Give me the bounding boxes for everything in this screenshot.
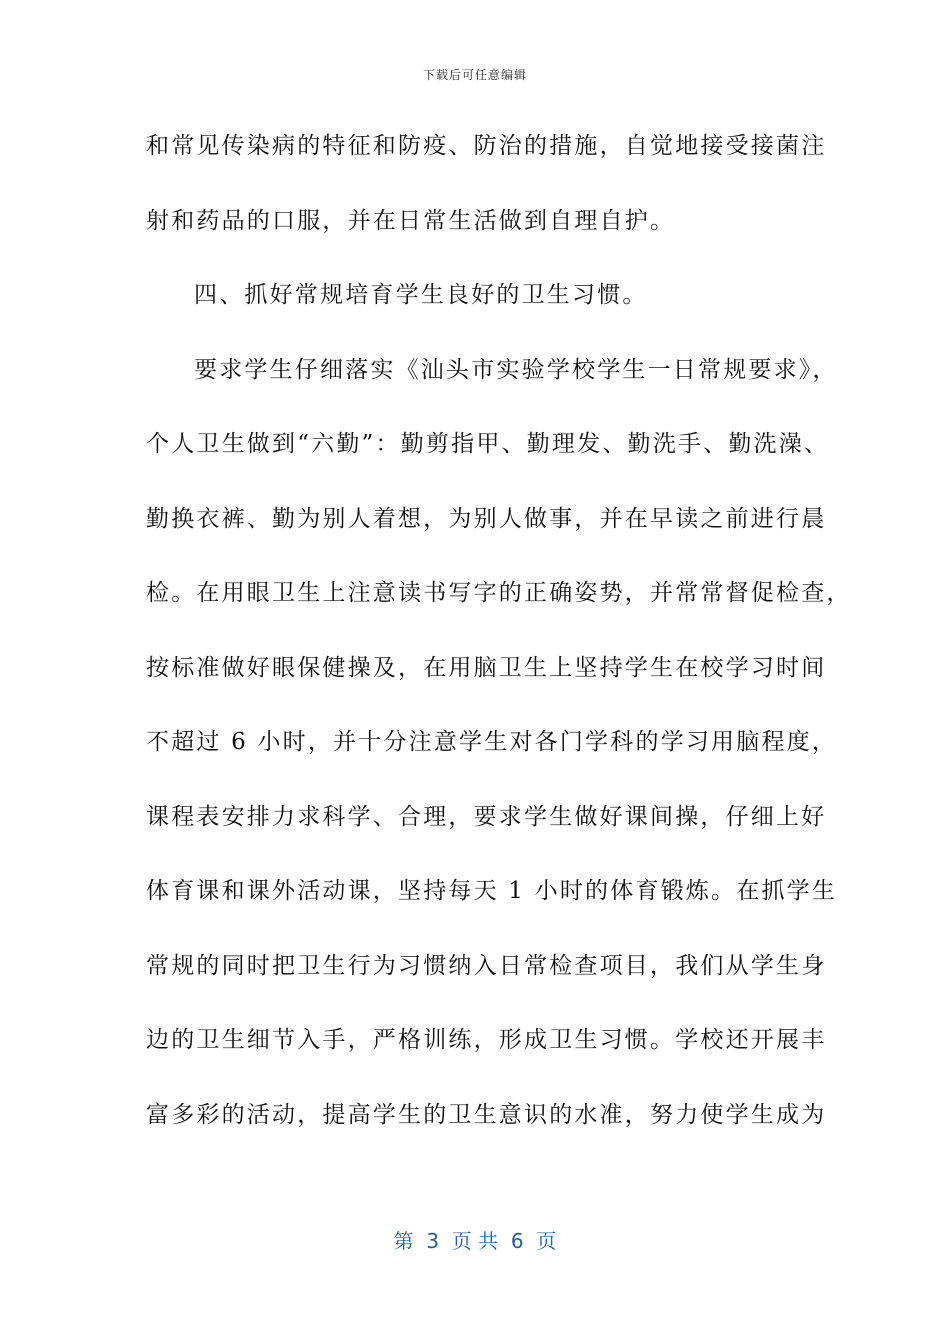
text-line: 检。在用眼卫生上注意读书写字的正确姿势，并常常督促检查，: [146, 580, 852, 606]
text-line: 富多彩的活动，提高学生的卫生意识的水准，努力使学生成为: [146, 1101, 827, 1128]
section-heading: 四、抓好常规培育学生良好的卫生习惯。: [194, 282, 648, 308]
page-header: 下载后可任意编辑: [422, 68, 527, 82]
text-line: 体育课和课外活动课，坚持每天 1 小时的体育锻炼。在抓学生: [146, 878, 838, 904]
text-line: 勤换衣裤、勤为别人着想，为别人做事，并在早读之前进行晨: [146, 505, 827, 532]
text-line: 要求学生仔细落实《汕头市实验学校学生一日常规要求》，: [194, 356, 838, 383]
text-line: 按标准做好眼保健操及，在用脑卫生上坚持学生在校学习时间: [146, 654, 827, 681]
text-line: 不超过 6 小时，并十分注意学生对各门学科的学习用脑程度，: [146, 729, 838, 755]
text-line: 常规的同时把卫生行为习惯纳入日常检查项目，我们从学生身: [146, 952, 827, 979]
text-line: 射和药品的口服，并在日常生活做到自理自护。: [146, 207, 676, 234]
page-number-footer: 第 3 页 共 6 页: [393, 1229, 557, 1253]
document-body: [146, 126, 852, 1169]
text-line: 课程表安排力求科学、合理，要求学生做好课间操，仔细上好: [146, 803, 827, 830]
text-line: 个人卫生做到“六勤”：勤剪指甲、勤理发、勤洗手、勤洗澡、: [146, 431, 830, 457]
text-line: 和常见传染病的特征和防疫、防治的措施，自觉地接受接菌注: [146, 133, 827, 159]
text-line: 边的卫生细节入手，严格训练，形成卫生习惯。学校还开展丰: [146, 1027, 827, 1053]
